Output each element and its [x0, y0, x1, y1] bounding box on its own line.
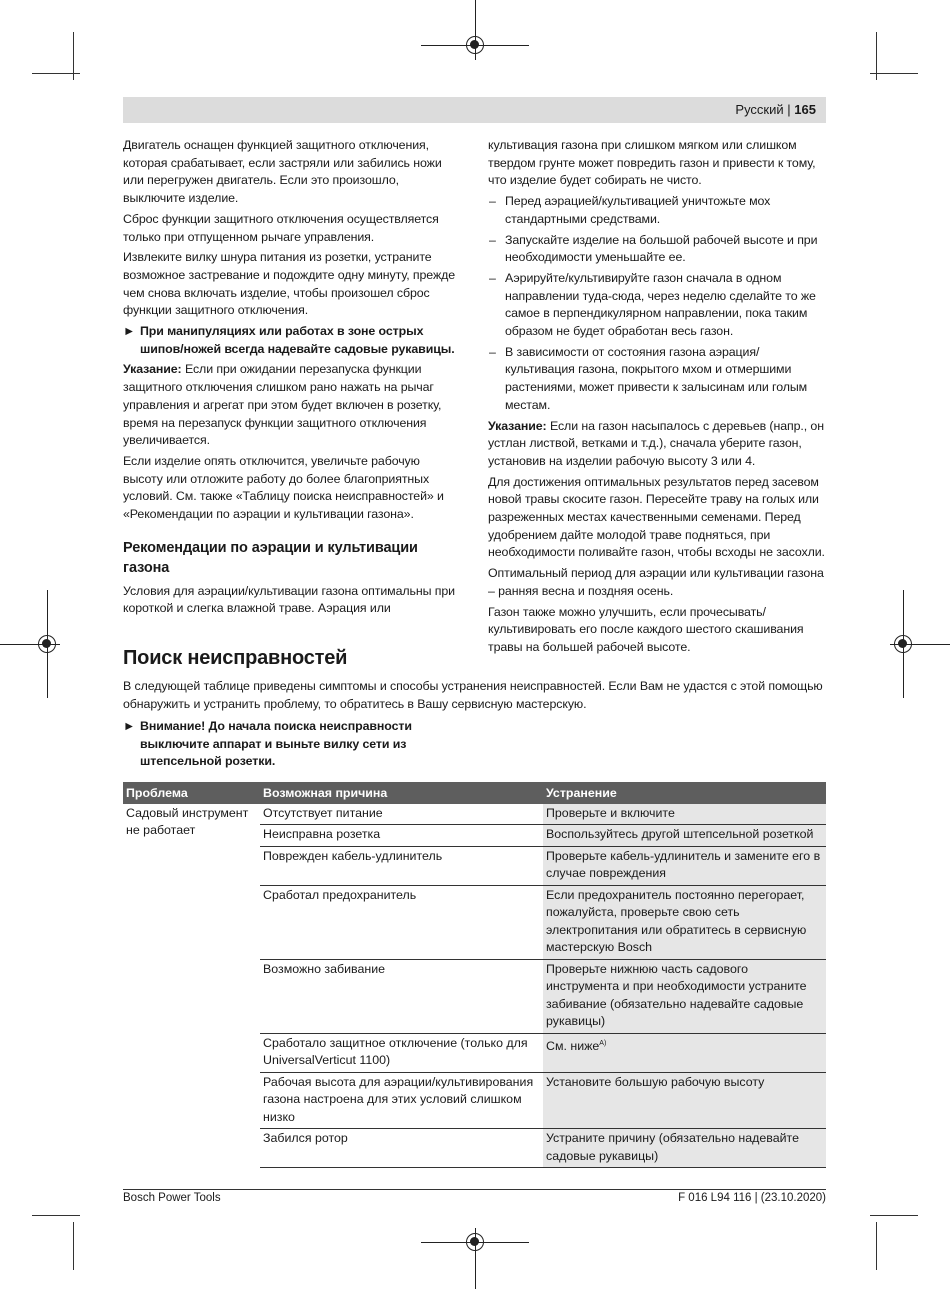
- registration-mark-icon: [466, 1233, 484, 1251]
- note-label: Указание:: [123, 362, 182, 377]
- warning-item: [123, 718, 458, 771]
- note-label: Указание:: [488, 418, 547, 433]
- right-column: [488, 137, 828, 660]
- column-header: Возможная причина: [260, 782, 543, 804]
- note-text: Если при ожидании перезапуска функции защитного отключения слишком рано нажать на рычаг управления и агрегат при этом будет включен в розетку, время на перезапуск функции защитного отключения увеличивается.: [123, 362, 442, 448]
- table-row: [123, 804, 826, 825]
- troubleshooting-intro: В следующей таблице приведены симптомы и способы устранения неисправностей. Если Вам не удастся с этой помощью обнаружить и устранить проблему, то обратитесь в Вашу сервисную мастерскую.: [123, 679, 823, 711]
- column-header: Проблема: [123, 782, 260, 804]
- dash-list-item: – Аэрируйте/культивируйте газон сначала в одном направлении туда-сюда, через неделю сделайте то же самое в перпендикулярном направлении, пока таким образом не будет обработан весь газон.: [489, 270, 816, 339]
- section-heading: Рекомендации по аэрации и культивации газона: [123, 539, 418, 576]
- footer-brand: Bosch Power Tools: [123, 1192, 221, 1204]
- dash-list-item: – Запускайте изделие на большой рабочей высоте и при необходимости уменьшайте ее.: [489, 232, 818, 265]
- cause-cell: Сработало защитное отключение (только для UniversalVerticut 1100): [260, 1033, 543, 1072]
- dash-list-item: – Перед аэрацией/культивацией уничтожьте мох стандартными средствами.: [489, 194, 771, 226]
- dash-item-text: В зависимости от состояния газона аэрация/культивация газона, покрытого мхом и отмершими растениями, может привести к залысинам или голым местам.: [505, 344, 808, 412]
- dash-list-item: – В зависимости от состояния газона аэрация/культивация газона, покрытого мхом и отмершими растениями, может привести к залысинам или голым местам.: [489, 344, 808, 412]
- dash-item-text: Запускайте изделие на большой рабочей высоте и при необходимости уменьшайте ее.: [505, 232, 818, 265]
- registration-mark-icon: [894, 635, 912, 653]
- problem-cell: Садовый инструмент не работает: [126, 805, 249, 837]
- note-paragraph: [488, 418, 828, 471]
- paragraph: Извлеките вилку шнура питания из розетки, устраните возможное застревание и подождите одну минуту, прежде чем снова включать изделие, чтобы произошел сброс функции защитного отключения.: [123, 250, 456, 318]
- left-column: [123, 137, 463, 621]
- header-language: Русский: [735, 102, 784, 117]
- column-header: Устранение: [543, 782, 826, 804]
- warning-text: Внимание! До начала поиска неисправности выключите аппарат и выньте вилку сети из штепсельной розетки.: [140, 719, 412, 769]
- fix-cell: Проверьте кабель-удлинитель и замените его в случае повреждения: [543, 846, 826, 885]
- warning-text: При манипуляциях или работах в зоне острых шипов/ножей всегда надевайте садовые рукавицы.: [140, 324, 455, 356]
- dash-item-text: Аэрируйте/культивируйте газон сначала в одном направлении туда-сюда, через неделю сделайте то же самое в перпендикулярном направлении, пока таким образом не будет обработан весь газон.: [505, 270, 816, 339]
- note-text: Если на газон насыпалось с деревьев (напр., он устлан листвой, ветками и т.д.), сначала уберите газон, установив на изделии рабочую высоту 3 или 4.: [488, 418, 824, 468]
- header-text: [735, 102, 816, 117]
- page-number: 165: [794, 102, 816, 117]
- fix-cell: [543, 1033, 826, 1072]
- cause-cell: Возможно забивание: [260, 959, 543, 1033]
- paragraph: Газон также можно улучшить, если прочесывать/культивировать его после каждого шестого скашивания травы на большей рабочей высоте.: [488, 604, 804, 654]
- registration-mark-icon: [38, 635, 56, 653]
- footnote-marker: A): [599, 1039, 607, 1047]
- paragraph: Если изделие опять отключится, увеличьте рабочую высоту или отложите работу до более благоприятных условий. См. также «Таблицу поиска неисправностей» и «Рекомендации по аэрации и культивации газона».: [123, 453, 444, 522]
- note-paragraph: [123, 361, 463, 450]
- dash-item-text: Перед аэрацией/культивацией уничтожьте мох стандартными средствами.: [505, 194, 771, 226]
- fix-cell: Проверьте и включите: [543, 804, 826, 825]
- fix-cell: Проверьте нижнюю часть садового инструмента и при необходимости устраните забивание (обязательно надевайте садовые рукавицы): [543, 959, 826, 1033]
- fix-cell: Воспользуйтесь другой штепсельной розеткой: [543, 825, 826, 847]
- crop-mark: [870, 73, 918, 74]
- paragraph: Двигатель оснащен функцией защитного отключения, которая срабатывает, если застряли или забились ножи или перегружен двигатель. Если это произошло, выключите изделие.: [123, 138, 442, 206]
- paragraph: Условия для аэрации/культивации газона оптимальны при короткой и слегка влажной траве. Аэрация или: [123, 583, 455, 616]
- fix-cell: Установите большую рабочую высоту: [543, 1072, 826, 1129]
- footer-doc-id: F 016 L94 116 | (23.10.2020): [678, 1192, 826, 1204]
- cause-cell: Неисправна розетка: [260, 825, 543, 847]
- section-title: Поиск неисправностей: [123, 647, 348, 669]
- cause-cell: Отсутствует питание: [260, 804, 543, 825]
- troubleshooting-warning: [123, 718, 458, 774]
- warning-item: [123, 323, 463, 358]
- fix-cell: Если предохранитель постоянно перегорает, пожалуйста, проверьте свою сеть электропитания или обратитесь в сервисную мастерскую Bosch: [543, 885, 826, 959]
- paragraph: Оптимальный период для аэрации или культивации газона – ранняя весна и поздняя осень.: [488, 566, 824, 598]
- footer-divider: [123, 1189, 826, 1190]
- cause-cell: Сработал предохранитель: [260, 885, 543, 959]
- page-header: [123, 97, 826, 123]
- paragraph: культивация газона при слишком мягком или слишком твердом грунте может повредить газон и привести к тому, что изделие будет собирать не чисто.: [488, 138, 816, 188]
- crop-mark: [870, 1215, 918, 1216]
- crop-mark: [73, 1222, 74, 1270]
- table-header-row: [123, 782, 826, 804]
- crop-mark: [32, 1215, 80, 1216]
- arrow-bullet-icon: ►: [123, 719, 136, 733]
- crop-mark: [32, 73, 80, 74]
- cause-cell: Рабочая высота для аэрации/культивирования газона настроена для этих условий слишком низко: [260, 1072, 543, 1129]
- crop-mark: [876, 1222, 877, 1270]
- arrow-bullet-icon: ►: [123, 324, 136, 339]
- cause-cell: Поврежден кабель-удлинитель: [260, 846, 543, 885]
- header-separator: |: [787, 102, 791, 117]
- fix-text: См. ниже: [546, 1038, 600, 1053]
- paragraph: Сброс функции защитного отключения осуществляется только при отпущенном рычаге управления.: [123, 211, 439, 244]
- fix-cell: Устраните причину (обязательно надевайте садовые рукавицы): [543, 1129, 826, 1168]
- cause-cell: Забился ротор: [260, 1129, 543, 1168]
- troubleshooting-table: [123, 782, 826, 1168]
- paragraph: Для достижения оптимальных результатов перед засевом новой травы скосите газон. Пересейте траву на голых или разреженных местах качественными семенами. Перед удобрением дайте молодой траве подняться, при необходимости поливайте газон, чтобы всходы не засохли.: [488, 474, 825, 560]
- registration-mark-icon: [466, 36, 484, 54]
